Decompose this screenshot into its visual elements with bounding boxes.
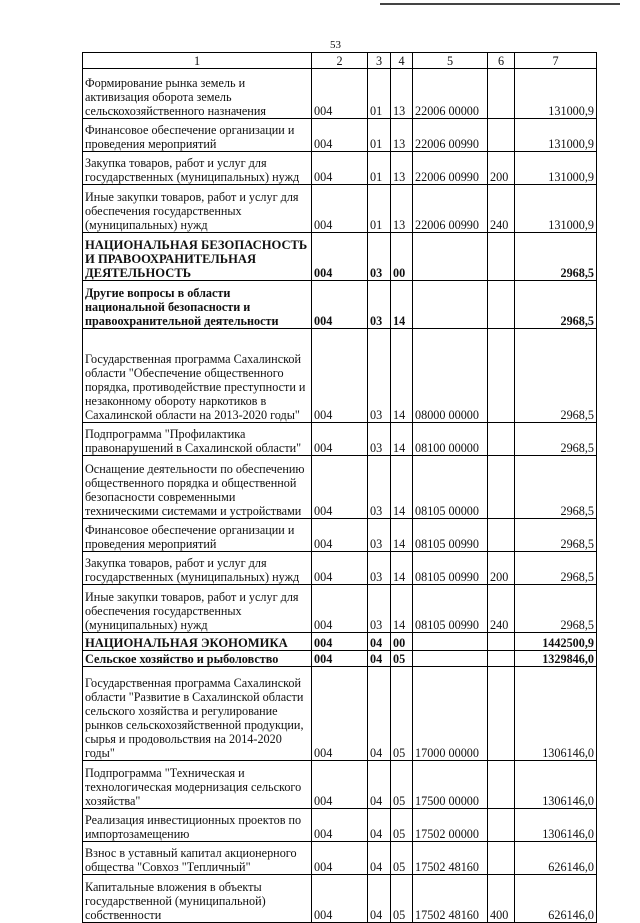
table-row: [83, 152, 597, 185]
row-c3-cell: 03: [368, 423, 391, 456]
table-row: [83, 281, 597, 329]
row-c3-cell: 01: [368, 69, 391, 119]
row-c3-cell: 04: [368, 761, 391, 809]
row-c4-cell: 14: [391, 552, 413, 585]
row-name-cell: Государственная программа Сахалинской области "Развитие в Сахалинской области сельского хозяйства и регулирование рынков сельскохозяйственной продукции, сырья и продовольствия на 2014-2020 годы": [83, 667, 312, 761]
row-c7-cell: 626146,0: [515, 875, 597, 923]
row-c7-cell: 1306146,0: [515, 667, 597, 761]
row-c5-cell: [413, 633, 488, 651]
table-row: [83, 119, 597, 152]
row-name-cell: Государственная программа Сахалинской области "Обеспечение общественного порядка, противодействие преступности и незаконному обороту наркотиков в Сахалинской области на 2013-2020 годы": [83, 329, 312, 423]
row-name-cell: Подпрограмма "Профилактика правонарушений в Сахалинской области": [83, 423, 312, 456]
row-c3-cell: 01: [368, 152, 391, 185]
row-c2-cell: 004: [312, 651, 368, 667]
row-c3-cell: 03: [368, 519, 391, 552]
row-c3-cell: 04: [368, 651, 391, 667]
row-c3-cell: 04: [368, 875, 391, 923]
row-c3-cell: 04: [368, 842, 391, 875]
row-c4-cell: 14: [391, 329, 413, 423]
row-c6-cell: [488, 423, 515, 456]
row-c7-cell: 131000,9: [515, 69, 597, 119]
row-name-cell: Финансовое обеспечение организации и проведения мероприятий: [83, 119, 312, 152]
table-row: [83, 875, 597, 923]
row-c7-cell: 131000,9: [515, 152, 597, 185]
row-c4-cell: 05: [391, 667, 413, 761]
row-c3-cell: 03: [368, 585, 391, 633]
row-c7-cell: 2968,5: [515, 519, 597, 552]
row-name-cell: Подпрограмма "Техническая и технологическая модернизация сельского хозяйства": [83, 761, 312, 809]
row-c5-cell: 08000 00000: [413, 329, 488, 423]
row-name-cell: Сельское хозяйство и рыболовство: [83, 651, 312, 667]
row-c6-cell: [488, 809, 515, 842]
row-c5-cell: 17502 48160: [413, 842, 488, 875]
table-row: [83, 329, 597, 423]
row-name-cell: Другие вопросы в области национальной безопасности и правоохранительной деятельности: [83, 281, 312, 329]
row-c2-cell: 004: [312, 456, 368, 519]
row-c5-cell: 17500 00000: [413, 761, 488, 809]
row-c5-cell: 22006 00990: [413, 185, 488, 233]
row-c6-cell: [488, 519, 515, 552]
row-c7-cell: 2968,5: [515, 281, 597, 329]
row-c5-cell: [413, 651, 488, 667]
row-c6-cell: 400: [488, 875, 515, 923]
row-c2-cell: 004: [312, 119, 368, 152]
header-cell: 1: [83, 53, 312, 69]
row-c6-cell: [488, 329, 515, 423]
row-name-cell: НАЦИОНАЛЬНАЯ ЭКОНОМИКА: [83, 633, 312, 651]
row-c4-cell: 05: [391, 875, 413, 923]
row-c3-cell: 03: [368, 233, 391, 281]
row-c5-cell: 17000 00000: [413, 667, 488, 761]
row-c2-cell: 004: [312, 585, 368, 633]
row-c7-cell: 2968,5: [515, 233, 597, 281]
row-c7-cell: 131000,9: [515, 119, 597, 152]
table-row: [83, 842, 597, 875]
row-c7-cell: 2968,5: [515, 329, 597, 423]
row-c2-cell: 004: [312, 667, 368, 761]
table-row: [83, 633, 597, 651]
table-row: [83, 651, 597, 667]
row-c5-cell: 08105 00990: [413, 585, 488, 633]
row-c3-cell: 04: [368, 809, 391, 842]
table-row: [83, 667, 597, 761]
row-name-cell: Иные закупки товаров, работ и услуг для обеспечения государственных (муниципальных) нужд: [83, 185, 312, 233]
header-cell: 3: [368, 53, 391, 69]
row-c4-cell: 13: [391, 185, 413, 233]
table-row: [83, 185, 597, 233]
row-c4-cell: 14: [391, 456, 413, 519]
row-c6-cell: 240: [488, 585, 515, 633]
row-c5-cell: 22006 00000: [413, 69, 488, 119]
row-c4-cell: 05: [391, 761, 413, 809]
row-c6-cell: 200: [488, 152, 515, 185]
table-row: [83, 761, 597, 809]
row-c3-cell: 03: [368, 329, 391, 423]
row-c3-cell: 03: [368, 552, 391, 585]
row-c2-cell: 004: [312, 633, 368, 651]
row-name-cell: Иные закупки товаров, работ и услуг для обеспечения государственных (муниципальных) нужд: [83, 585, 312, 633]
row-c3-cell: 03: [368, 281, 391, 329]
row-c3-cell: 01: [368, 185, 391, 233]
row-c4-cell: 00: [391, 633, 413, 651]
row-c5-cell: 08105 00990: [413, 552, 488, 585]
row-c6-cell: [488, 667, 515, 761]
row-c4-cell: 13: [391, 152, 413, 185]
top-rule: [380, 3, 620, 5]
row-c3-cell: 04: [368, 667, 391, 761]
row-c2-cell: 004: [312, 329, 368, 423]
row-c4-cell: 05: [391, 651, 413, 667]
row-name-cell: Оснащение деятельности по обеспечению общественного порядка и общественной безопасности современными техническими системами и устройствами: [83, 456, 312, 519]
row-c6-cell: [488, 69, 515, 119]
row-c6-cell: [488, 842, 515, 875]
row-c4-cell: 13: [391, 69, 413, 119]
row-c4-cell: 05: [391, 809, 413, 842]
row-c6-cell: [488, 119, 515, 152]
row-c6-cell: [488, 651, 515, 667]
row-c5-cell: 08105 00990: [413, 519, 488, 552]
row-c4-cell: 14: [391, 423, 413, 456]
row-name-cell: Формирование рынка земель и активизация оборота земель сельскохозяйственного назначения: [83, 69, 312, 119]
row-c3-cell: 04: [368, 633, 391, 651]
row-c4-cell: 00: [391, 233, 413, 281]
row-c4-cell: 05: [391, 842, 413, 875]
table-row: [83, 423, 597, 456]
row-c5-cell: 22006 00990: [413, 119, 488, 152]
page-number: 53: [330, 39, 341, 51]
row-c2-cell: 004: [312, 842, 368, 875]
row-c4-cell: 14: [391, 281, 413, 329]
row-c2-cell: 004: [312, 281, 368, 329]
row-c7-cell: 1306146,0: [515, 809, 597, 842]
row-c7-cell: 2968,5: [515, 423, 597, 456]
row-c6-cell: [488, 281, 515, 329]
row-c5-cell: 22006 00990: [413, 152, 488, 185]
row-c5-cell: 08100 00000: [413, 423, 488, 456]
table-row: [83, 552, 597, 585]
row-c2-cell: 004: [312, 69, 368, 119]
header-cell: 2: [312, 53, 368, 69]
row-c3-cell: 01: [368, 119, 391, 152]
row-c2-cell: 004: [312, 875, 368, 923]
row-c7-cell: 1306146,0: [515, 761, 597, 809]
table-row: [83, 585, 597, 633]
row-c6-cell: 200: [488, 552, 515, 585]
row-c5-cell: [413, 233, 488, 281]
row-c4-cell: 14: [391, 519, 413, 552]
row-name-cell: Закупка товаров, работ и услуг для государственных (муниципальных) нужд: [83, 552, 312, 585]
row-c7-cell: 1329846,0: [515, 651, 597, 667]
row-c2-cell: 004: [312, 761, 368, 809]
row-c2-cell: 004: [312, 185, 368, 233]
row-name-cell: Финансовое обеспечение организации и проведения мероприятий: [83, 519, 312, 552]
row-c2-cell: 004: [312, 423, 368, 456]
header-cell: 6: [488, 53, 515, 69]
row-c5-cell: 17502 48160: [413, 875, 488, 923]
row-c7-cell: 2968,5: [515, 552, 597, 585]
row-c2-cell: 004: [312, 152, 368, 185]
row-c6-cell: [488, 456, 515, 519]
row-c7-cell: 2968,5: [515, 456, 597, 519]
row-c6-cell: [488, 233, 515, 281]
row-c7-cell: 2968,5: [515, 585, 597, 633]
row-c2-cell: 004: [312, 552, 368, 585]
table-row: [83, 69, 597, 119]
row-name-cell: Взнос в уставный капитал акционерного общества "Совхоз "Тепличный": [83, 842, 312, 875]
table-row: [83, 233, 597, 281]
row-c7-cell: 626146,0: [515, 842, 597, 875]
row-c4-cell: 13: [391, 119, 413, 152]
row-c6-cell: 240: [488, 185, 515, 233]
table-row: [83, 809, 597, 842]
row-c7-cell: 1442500,9: [515, 633, 597, 651]
budget-table: [82, 52, 597, 923]
row-c4-cell: 14: [391, 585, 413, 633]
table-header-row: [83, 53, 597, 69]
row-c2-cell: 004: [312, 233, 368, 281]
row-c5-cell: 08105 00000: [413, 456, 488, 519]
row-c6-cell: [488, 761, 515, 809]
row-c6-cell: [488, 633, 515, 651]
row-c3-cell: 03: [368, 456, 391, 519]
header-cell: 7: [515, 53, 597, 69]
header-cell: 5: [413, 53, 488, 69]
row-name-cell: Капитальные вложения в объекты государственной (муниципальной) собственности: [83, 875, 312, 923]
row-name-cell: НАЦИОНАЛЬНАЯ БЕЗОПАСНОСТЬ И ПРАВООХРАНИТЕЛЬНАЯ ДЕЯТЕЛЬНОСТЬ: [83, 233, 312, 281]
row-c5-cell: 17502 00000: [413, 809, 488, 842]
row-c2-cell: 004: [312, 519, 368, 552]
row-name-cell: Закупка товаров, работ и услуг для государственных (муниципальных) нужд: [83, 152, 312, 185]
row-c7-cell: 131000,9: [515, 185, 597, 233]
row-name-cell: Реализация инвестиционных проектов по импортозамещению: [83, 809, 312, 842]
header-cell: 4: [391, 53, 413, 69]
table-row: [83, 456, 597, 519]
row-c5-cell: [413, 281, 488, 329]
row-c2-cell: 004: [312, 809, 368, 842]
table-row: [83, 519, 597, 552]
